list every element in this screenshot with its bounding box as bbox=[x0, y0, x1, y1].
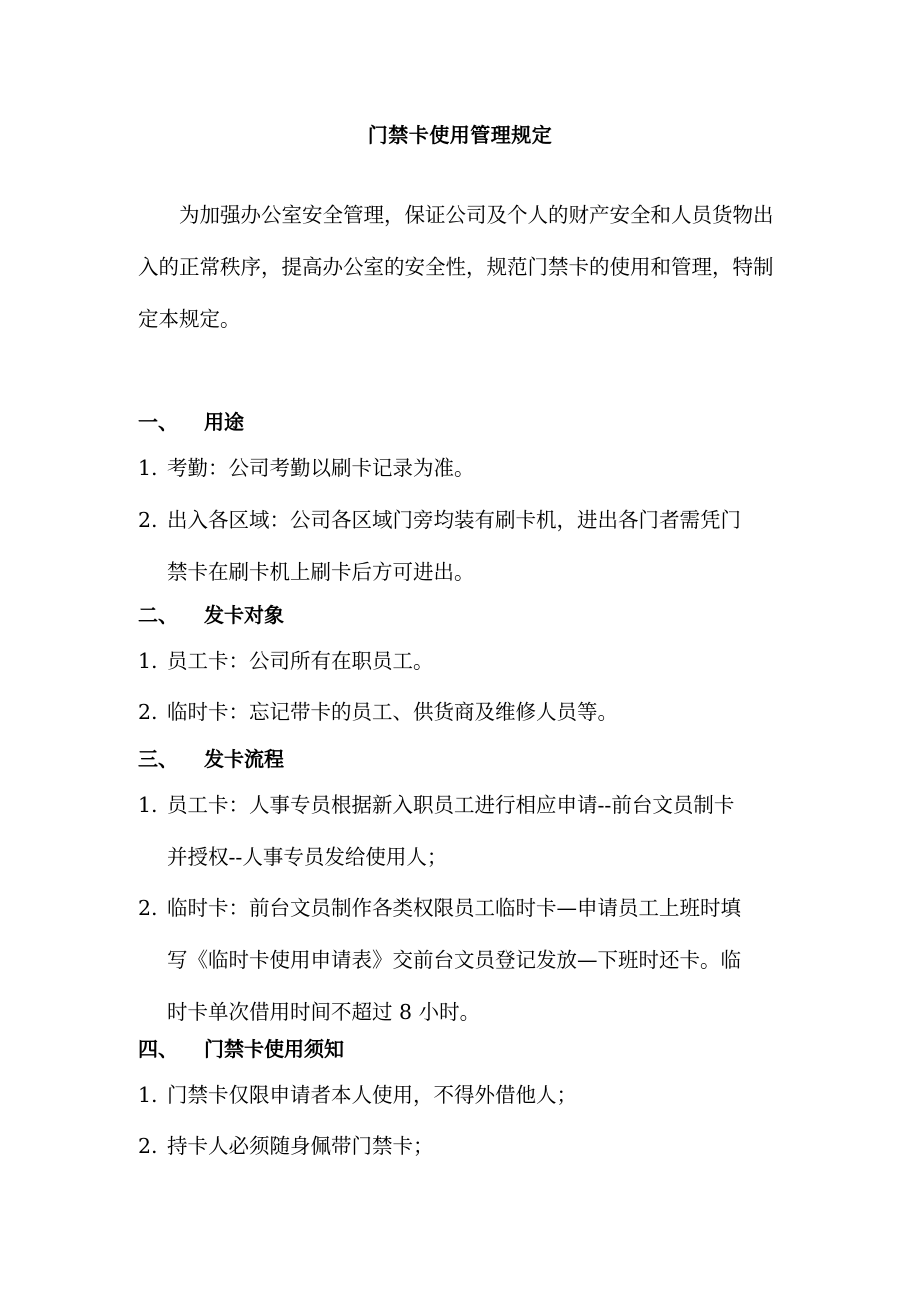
list-item-1-2 bbox=[138, 494, 788, 598]
item-marker: 1. bbox=[138, 1083, 158, 1107]
item-marker: 1. bbox=[138, 649, 158, 673]
item-line: 出入各区域：公司各区域门旁均装有刷卡机，进出各门者需凭门 bbox=[167, 508, 741, 532]
item-line-continued: 并授权--人事专员发给使用人； bbox=[167, 845, 448, 869]
section-number: 四、 bbox=[138, 1037, 178, 1061]
section-number: 一、 bbox=[138, 410, 178, 434]
list-item-2-1 bbox=[138, 635, 788, 687]
list-item-2-2 bbox=[138, 686, 788, 738]
item-marker: 1. bbox=[138, 456, 158, 480]
item-marker: 1. bbox=[138, 793, 158, 817]
section-heading-3 bbox=[138, 745, 284, 773]
document-title: 门禁卡使用管理规定 bbox=[367, 123, 553, 147]
section-title: 发卡流程 bbox=[204, 747, 284, 771]
section-title: 发卡对象 bbox=[204, 603, 284, 627]
item-line: 持卡人必须随身佩带门禁卡； bbox=[167, 1134, 434, 1158]
section-heading-2 bbox=[138, 601, 284, 629]
item-line: 考勤：公司考勤以刷卡记录为准。 bbox=[167, 456, 475, 480]
item-line: 临时卡：前台文员制作各类权限员工临时卡—申请员工上班时填 bbox=[167, 896, 741, 920]
section-title: 门禁卡使用须知 bbox=[204, 1037, 344, 1061]
section-heading-4 bbox=[138, 1035, 344, 1063]
list-item-1-1 bbox=[138, 442, 788, 494]
section-heading-1 bbox=[138, 408, 244, 436]
item-marker: 2. bbox=[138, 1134, 158, 1158]
item-line: 员工卡：公司所有在职员工。 bbox=[167, 649, 434, 673]
section-number: 二、 bbox=[138, 603, 178, 627]
list-item-3-2 bbox=[138, 882, 788, 1038]
section-number: 三、 bbox=[138, 747, 178, 771]
item-marker: 2. bbox=[138, 508, 158, 532]
item-marker: 2. bbox=[138, 896, 158, 920]
item-line-continued: 写《临时卡使用申请表》交前台文员登记发放—下班时还卡。临 bbox=[167, 948, 741, 972]
item-line: 员工卡：人事专员根据新入职员工进行相应申请--前台文员制卡 bbox=[167, 793, 735, 817]
item-line-continued: 时卡单次借用时间不超过 8 小时。 bbox=[167, 1000, 481, 1024]
item-line-continued: 禁卡在刷卡机上刷卡后方可进出。 bbox=[167, 560, 475, 584]
list-item-3-1 bbox=[138, 779, 788, 883]
intro-paragraph: 为加强办公室安全管理，保证公司及个人的财产安全和人员货物出入的正常秩序，提高办公室的安全性，规范门禁卡的使用和管理，特制定本规定。 bbox=[138, 203, 774, 331]
item-line: 临时卡：忘记带卡的员工、供货商及维修人员等。 bbox=[167, 700, 618, 724]
item-line: 门禁卡仅限申请者本人使用，不得外借他人； bbox=[167, 1083, 577, 1107]
item-marker: 2. bbox=[138, 700, 158, 724]
list-item-4-1 bbox=[138, 1069, 788, 1121]
section-title: 用途 bbox=[204, 410, 244, 434]
list-item-4-2 bbox=[138, 1120, 788, 1172]
